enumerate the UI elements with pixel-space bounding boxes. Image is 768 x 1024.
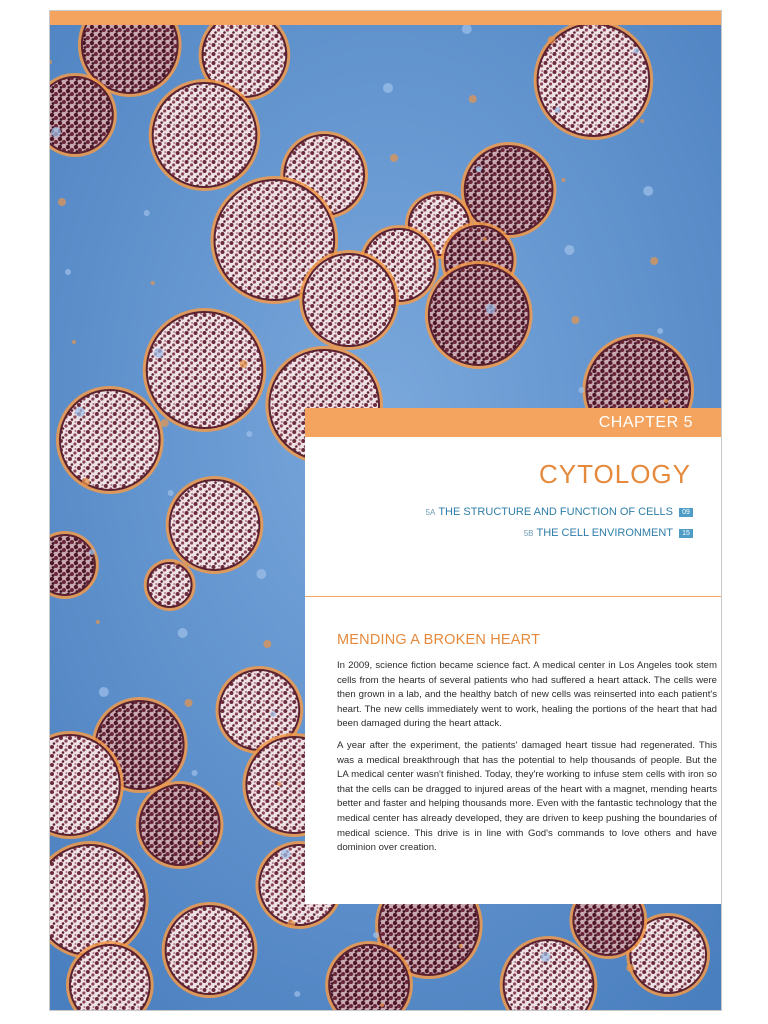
debris-particle: [626, 964, 634, 972]
debris-particle: [154, 348, 164, 358]
debris-particle: [571, 316, 579, 324]
debris-particle: [383, 83, 393, 93]
debris-particle: [72, 340, 76, 344]
stem-cell: [147, 312, 263, 428]
debris-particle: [175, 561, 179, 565]
debris-particle: [459, 944, 463, 948]
debris-particle: [89, 549, 95, 555]
debris-particle: [287, 920, 295, 928]
debris-particle: [58, 198, 66, 206]
debris-particle: [270, 711, 276, 717]
article-paragraph: A year after the experiment, the patients' damaged heart tissue had regenerated. This was a medical breakthrough that has the potential to help thousands of people. But the LA medical center wasn't finished. Today, they're working to infuse stem cells with iron so that the cells can be dragged to injured areas of the heart with a magnet, mending hearts better and faster and helping thousands more. Even with the fantastic technology that the medical center has already developed, they are driven to keep pushing the boundaries of medical science. This drive is in line with God's commands to love others and have dominion over creation.: [337, 739, 717, 854]
debris-particle: [390, 154, 398, 162]
debris-particle: [483, 237, 487, 241]
stem-cell: [166, 906, 254, 994]
chapter-panel: [305, 408, 721, 904]
debris-particle: [256, 569, 266, 579]
debris-particle: [554, 107, 560, 113]
stem-cell: [148, 563, 192, 607]
table-of-contents: [305, 506, 721, 539]
article-body: [337, 659, 717, 863]
debris-particle: [151, 281, 155, 285]
toc-item-label[interactable]: THE STRUCTURE AND FUNCTION OF CELLS: [438, 506, 673, 518]
chapter-label: CHAPTER 5: [598, 413, 693, 431]
debris-particle: [192, 770, 198, 776]
article-title: MENDING A BROKEN HEART: [337, 632, 541, 648]
debris-particle: [168, 490, 174, 496]
debris-particle: [65, 269, 71, 275]
debris-particle: [548, 36, 556, 44]
top-accent-bar: [50, 11, 721, 25]
toc-item[interactable]: [305, 527, 693, 539]
debris-particle: [664, 399, 668, 403]
debris-particle: [75, 407, 85, 417]
toc-item-number: 5B: [523, 528, 534, 538]
stem-cell: [429, 265, 529, 365]
debris-particle: [643, 186, 653, 196]
chapter-header-bar: [305, 408, 721, 437]
debris-particle: [380, 1003, 384, 1007]
debris-particle: [239, 360, 247, 368]
stem-cell: [303, 254, 395, 346]
stem-cell: [170, 480, 260, 570]
debris-particle: [294, 991, 300, 997]
debris-particle: [650, 257, 658, 265]
debris-particle: [253, 502, 257, 506]
debris-particle: [476, 166, 482, 172]
stem-cell: [465, 146, 553, 234]
debris-particle: [373, 932, 379, 938]
book-page: [49, 10, 722, 1011]
debris-particle: [144, 210, 150, 216]
debris-particle: [486, 304, 496, 314]
toc-item-number: 5A: [425, 507, 436, 517]
toc-page-badge: 09: [679, 508, 693, 517]
debris-particle: [82, 478, 90, 486]
debris-particle: [277, 782, 281, 786]
debris-particle: [564, 245, 574, 255]
debris-particle: [469, 95, 477, 103]
article-paragraph: In 2009, science fiction became science fact. A medical center in Los Angeles took stem cells from the hearts of several patients who had suffered a heart attack. The cells were then grown in a lab, and the healthy batch of new cells was reinserted into each patient's heart. The new cells immediately went to work, healing the portions of the heart that had been damaged during the heart attack.: [337, 660, 717, 730]
toc-item[interactable]: [305, 506, 693, 518]
debris-particle: [541, 952, 551, 962]
debris-particle: [657, 328, 663, 334]
section-divider: [305, 596, 721, 597]
debris-particle: [633, 48, 639, 54]
stem-cell: [153, 83, 257, 187]
stem-cell: [140, 785, 220, 865]
stem-cell: [60, 390, 160, 490]
toc-item-label[interactable]: THE CELL ENVIRONMENT: [536, 527, 673, 539]
debris-particle: [199, 841, 203, 845]
toc-page-badge: 15: [679, 529, 693, 538]
debris-particle: [161, 419, 169, 427]
debris-particle: [561, 178, 565, 182]
debris-particle: [578, 387, 584, 393]
debris-particle: [246, 431, 252, 437]
debris-particle: [640, 119, 644, 123]
debris-particle: [178, 628, 188, 638]
debris-particle: [96, 620, 100, 624]
debris-particle: [51, 127, 61, 137]
debris-particle: [280, 849, 290, 859]
chapter-title: CYTOLOGY: [538, 459, 691, 489]
debris-particle: [185, 699, 193, 707]
debris-particle: [263, 640, 271, 648]
debris-particle: [99, 687, 109, 697]
